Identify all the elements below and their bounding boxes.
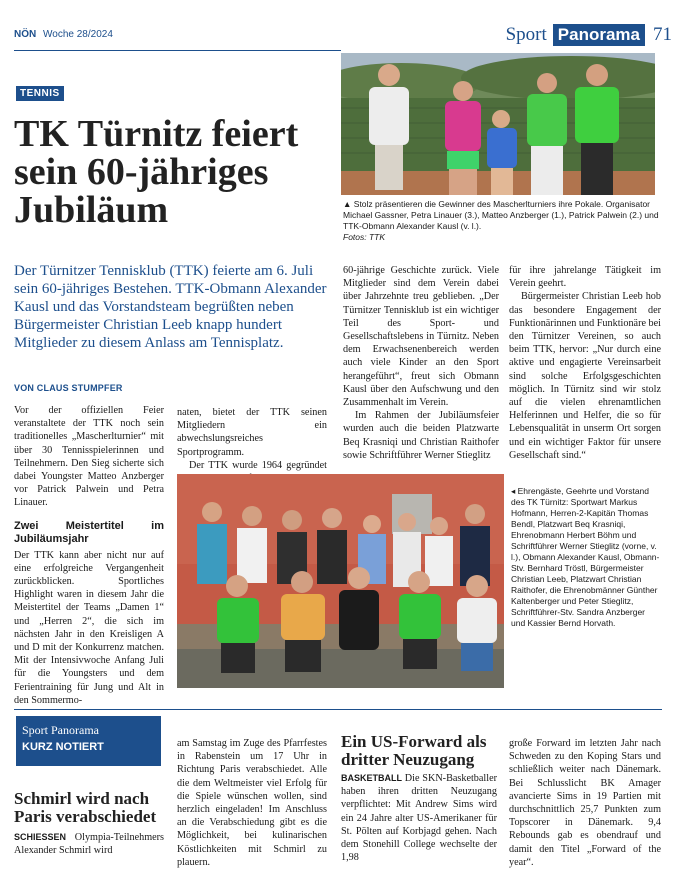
kurz-box-title: Sport Panorama (22, 723, 99, 737)
section-header (506, 22, 672, 48)
paragraph: für ihre jahrelange Tätigkeit im Verein geehrt. (509, 265, 661, 290)
story2-headline: Ein US-Forward als dritter Neuzugang (341, 732, 487, 769)
winners-photo (341, 53, 655, 195)
story1-headline: Schmirl wird nach Paris verabschiedet (14, 789, 157, 826)
subheading: Zwei Meistertitel im Jubiläumsjahr (14, 519, 164, 545)
story1-body-cont (177, 737, 327, 869)
group-photo-caption (511, 486, 661, 629)
paragraph: Im Rahmen der Jubiläumsfeier wurden auch die beiden Platzwarte Beq Krasniqi und Christian Raithofer sowie Schriftführer Werner Stieglitz (343, 410, 499, 461)
headline-line: sein 60-jähriges (14, 151, 269, 193)
group-photo (177, 474, 504, 688)
paragraph: Vor der offiziellen Feier veranstaltete der TTK noch sein traditionelles „Mascherlturnier“ mit über 30 Tennisspielerinnen und Teilnehmern. Den Sieg sicherte sich dabei Youngster Matteo Anzberger vor Patrick Palwein und Petra Linauer. (14, 405, 164, 509)
headline-line: TK Türnitz feiert (14, 113, 299, 155)
issue-label: Woche 28/2024 (43, 29, 113, 40)
section-divider (14, 709, 662, 710)
article-headline (14, 115, 344, 229)
article-column-1 (14, 404, 164, 707)
caption-marker: ◂ (511, 486, 518, 496)
section-sport: Sport (505, 24, 547, 45)
paragraph: große Forward im letzten Jahr nach Schweden zu den Koping Stars und schließlich weiter nach Dänemark. Bei Schlusslicht BK Amager avancierte Sims in 19 Partien mit durchschnittlich 25,7 Punkten zum Topscorer in Dänemark. 9,4 Rebounds gab es obendrauf und damit den Titel „Forward of the year“. (509, 738, 661, 868)
headline-line: Jubiläum (14, 189, 169, 231)
story2-body (341, 772, 497, 864)
caption-marker: ▲ (343, 199, 354, 209)
kurz-notiert-box (16, 716, 161, 766)
story2-body-cont (509, 737, 661, 869)
page-number: 71 (653, 24, 672, 45)
article-column-4 (509, 264, 661, 462)
story2-kicker: BASKETBALL (341, 773, 402, 783)
header-rule (14, 50, 341, 51)
byline: VON CLAUS STUMPFER (14, 383, 123, 393)
section-panorama: Panorama (553, 24, 645, 46)
paragraph: 60-jährige Geschichte zurück. Viele Mitglieder sind dem Verein dabei über Jahrzehnte treu geblieben. „Der Türnitzer Tennisklub ist ein wichtiger Teil des Sport- und Gesellschaftslebens in Türnitz. Neben dem Erwachsenenbereich werden auch viele Kinder an den Sport herangeführt“, freut sich Obmann Kausl über den Aufschwung und den Zusammenhalt im Verein. (343, 265, 499, 409)
caption-text: Stolz präsentieren die Gewinner des Mascherlturniers ihre Pokale. Organisator Michael Gassner, Petra Linauer (3.), Matteo Anzberger (1.), Patrick Palwein (2.) und TTK-Obmann Alexander Kausl (v. l.). (343, 199, 659, 231)
article-lead: Der Türnitzer Tennisklub (TTK) feierte am 6. Juli sein 60-jähriges Bestehen. TTK-Obmann Alexander Kausl und das Vorstandsteam begrüßten neben Bürgermeister Christian Leeb knapp hundert Mitglieder zu diesem Anlass am Tennisplatz. (14, 263, 327, 351)
story1-text: Olympia-Teilnehmers Alexander Schmirl wird (14, 832, 164, 857)
winners-photo-image (341, 53, 655, 195)
publication-logo: NÖN (14, 29, 37, 40)
article-column-3 (343, 264, 499, 462)
kurz-box-subtitle: KURZ NOTIERT (22, 741, 104, 753)
paragraph: naten, bietet der TTK seinen Mitgliedern ein abwechslungsreiches Sportprogramm. (177, 407, 327, 458)
paragraph: Der TTK kann aber nicht nur auf eine erfolgreiche Vergangenheit zurückblicken. Sportliches Highlight waren in diesem Jahr die Meistertitel der Teams „Damen 1“ und „Herren 2“, die sich im nächsten Jahr in den Kreisligen A und D mit der Konkurrenz matchen. Mit der Intensivwoche Anfang Juli für die Youngsters und dem Ferientraining für Jung und Alt in den Sommermo- (14, 549, 164, 706)
category-tag: TENNIS (16, 86, 64, 101)
paragraph: Bürgermeister Christian Leeb hob das besondere Engagement der Funktionärinnen und Funktionäre bei den Türnitzer Vereinen, so auch beim TTK, hervor: „Nur durch eine aktive und engagierte Vereinsarbeit sind solche Erfolgsgeschichten möglich. In Türnitz sind wir stolz auf die vielen ehrenamtlichen Helferinnen und Helfer, die so für Lebensqualität in unserm Ort sorgen und ein wichtiger Faktor für unsere Gesellschaft sind.“ (509, 291, 661, 461)
story1-body (14, 831, 164, 857)
paragraph: am Samstag im Zuge des Pfarrfestes in Rabenstein um 17 Uhr in Richtung Paris verabschiedet. Alle die dem Weltmeister viel Erfolg für die Spiele wünschen wollen, sind herzlich eingeladen! Im Anschluss an die Verabschiedung gibt es die Möglichkeit, bei kulinarischen Köstlichkeiten mit Schmirl zu plauern. (177, 738, 327, 868)
paragraph: Der TTK wurde 1964 gegründet (189, 459, 327, 471)
story1-kicker: SCHIESSEN (14, 832, 67, 842)
story2-text: Die SKN-Basketballer haben ihren dritten Neuzugang verpflichtet: Mit Andrew Sims wird ein 24 Jahre alter US-Amerikaner für St. Pölten auf Korbjagd gehen. Nach dem Stonehill College wechselte der 1,98 (341, 773, 497, 864)
winners-photo-caption (343, 199, 659, 243)
caption-text: Ehrengäste, Geehrte und Vorstand des TK Türnitz: Sportwart Markus Hofmann, Herren-2-Kapitän Thomas Bendl, Platzwart Beq Krasniqi, Ehrenobmann Herbert Böhm und Schriftführer Werner Stieglitz (vorne, v. l.), Obmann Alexander Kausl, Obmann-Stv. Bernhard Tröstl, Bürgermeister Christian Leeb, Platzwart Christian Raithofer, die Ehrenobmänner Günther Kaltenberger und Peter Stieglitz, Schriftführer-Stv. Sandra Anzberger und Kassier Bernd Horvath. (511, 486, 660, 628)
masthead (14, 29, 113, 40)
group-photo-image (177, 474, 504, 688)
photo-credit: Fotos: TTK (343, 232, 386, 242)
